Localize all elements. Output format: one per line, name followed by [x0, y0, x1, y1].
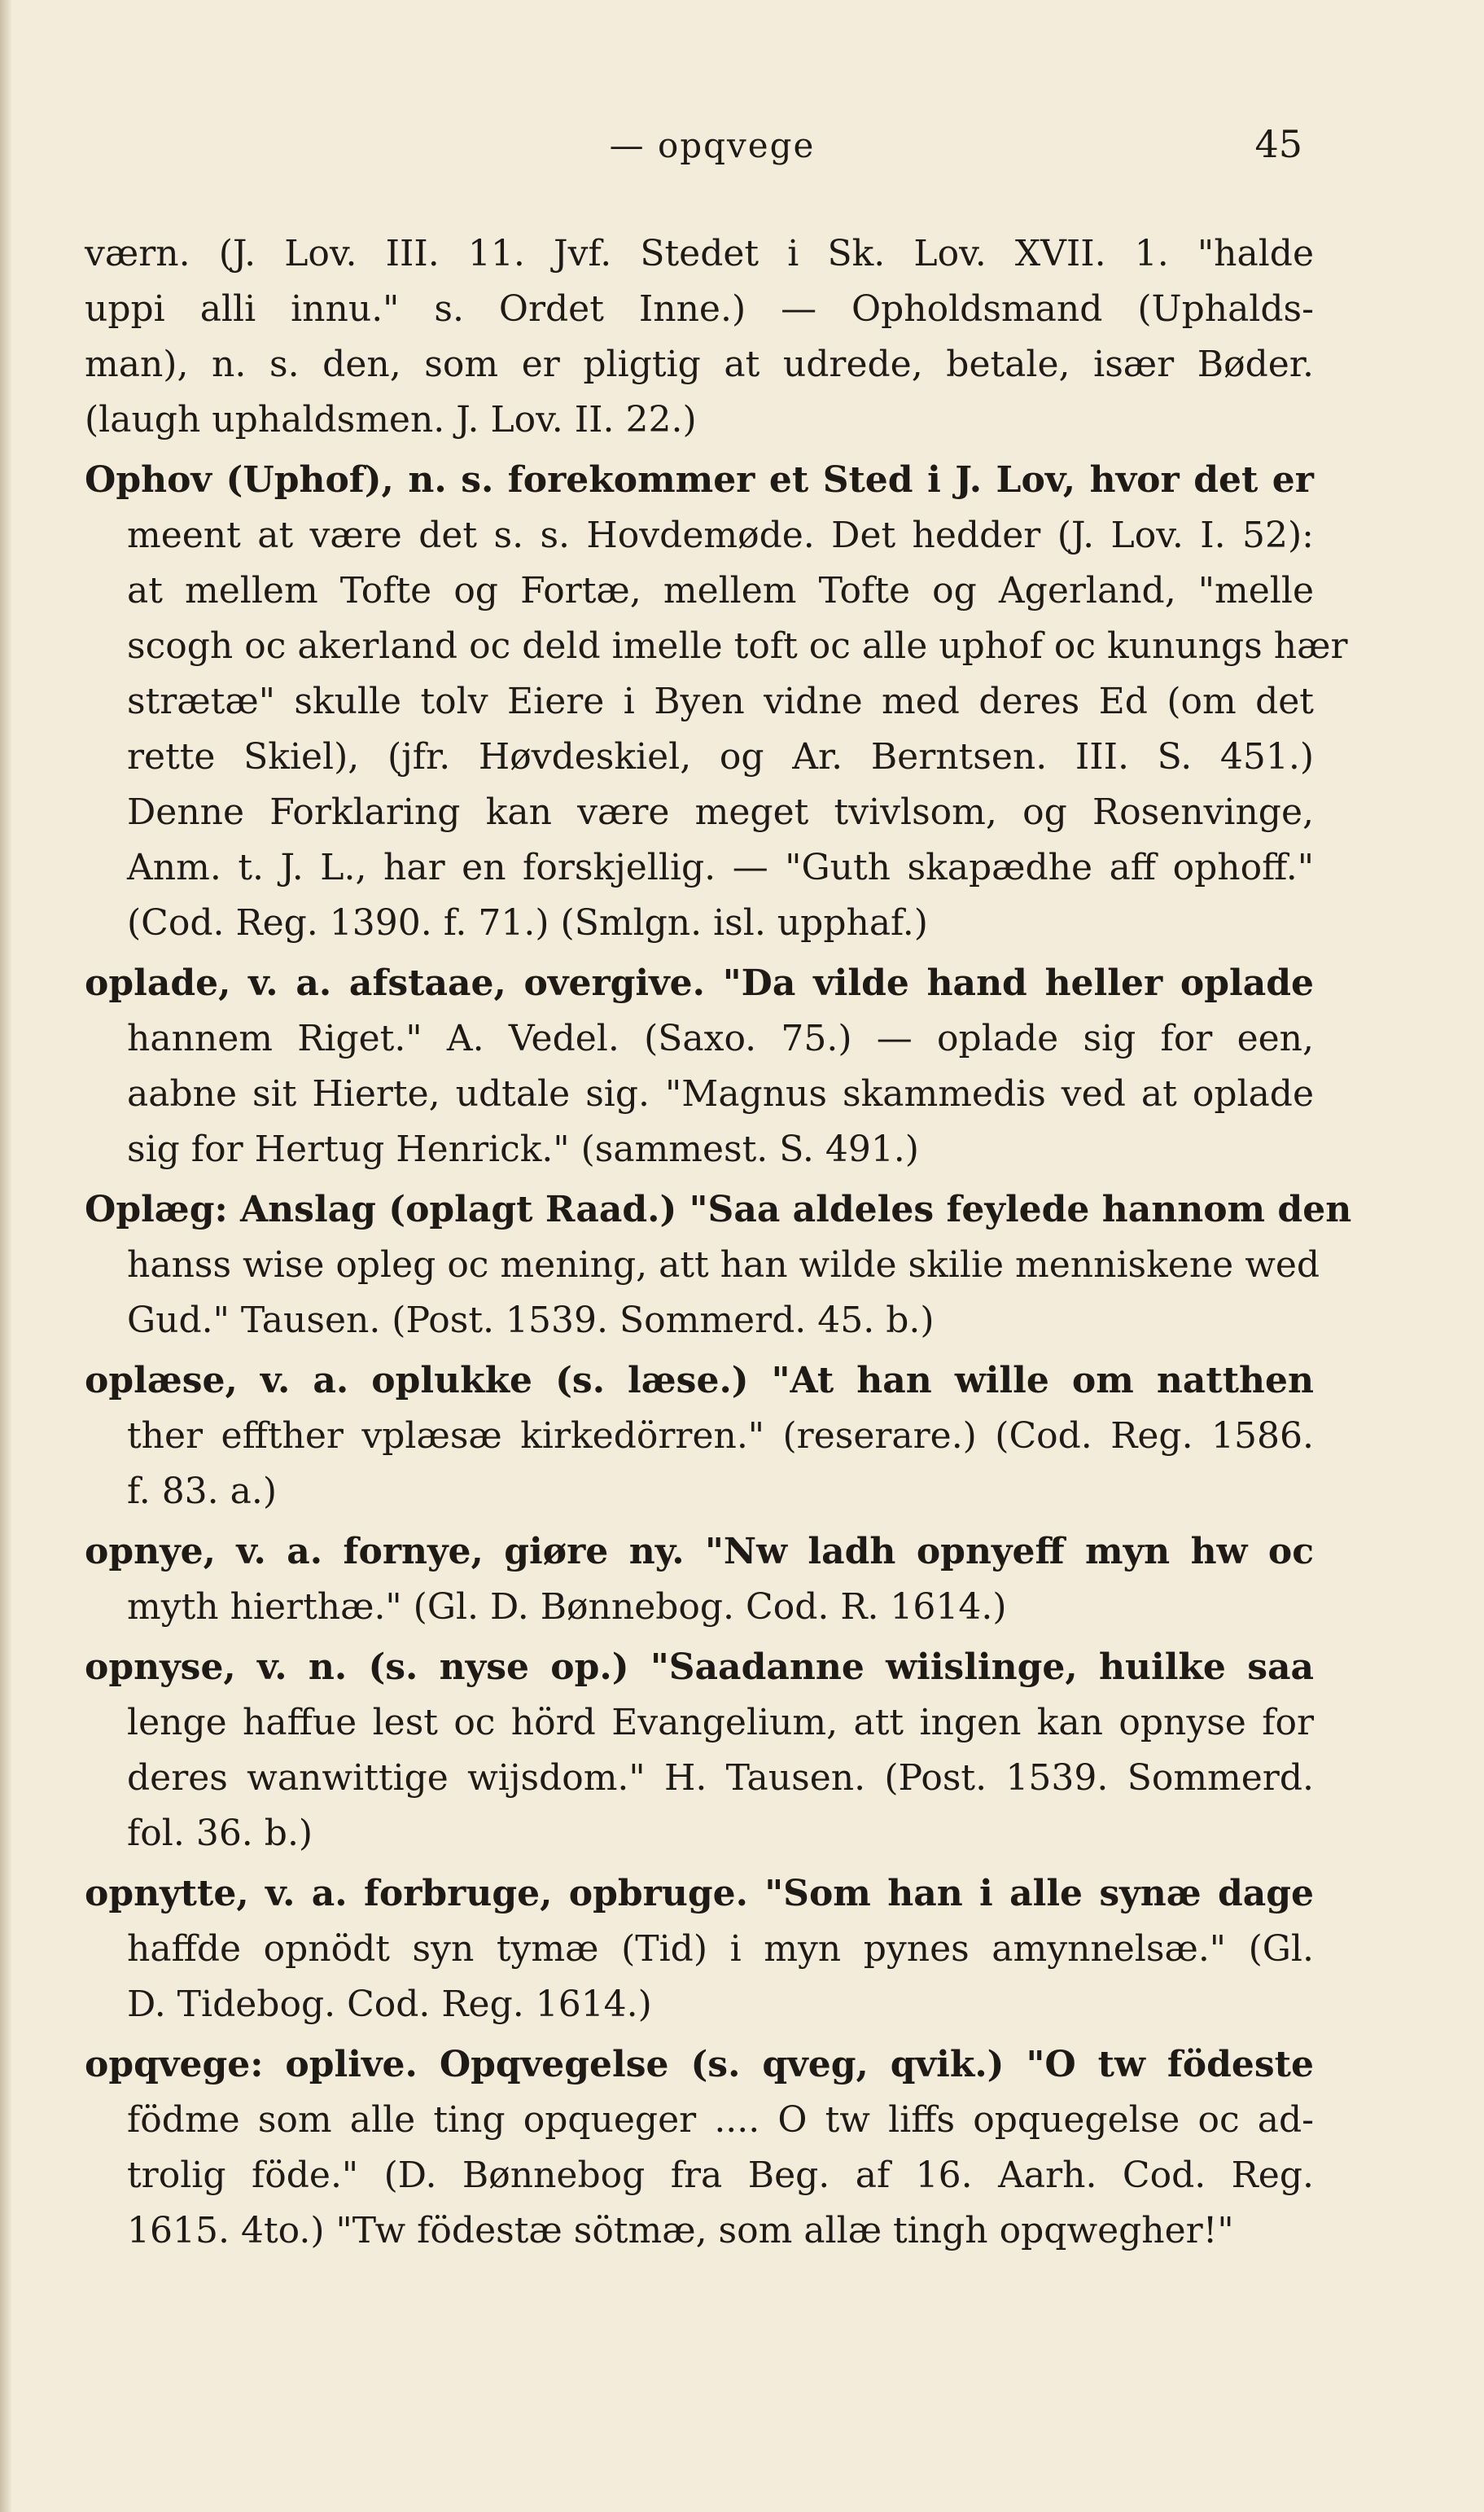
entry-line: værn. (J. Lov. III. 11. Jvf. Stedet i Sk. Lov. XVII. 1. "halde [85, 233, 1314, 274]
entry-line: ther effther vplæsæ kirkedörren." (reserare.) (Cod. Reg. 1586. [127, 1415, 1314, 1457]
entry-opnye [85, 1524, 1314, 1635]
entry-line: (laugh uphaldsmen. J. Lov. II. 22.) [85, 399, 697, 441]
entry-line: deres wanwittige wijsdom." H. Tausen. (Post. 1539. Sommerd. [127, 1757, 1314, 1799]
entry-line: aabne sit Hierte, udtale sig. "Magnus skammedis ved at oplade [127, 1073, 1314, 1115]
entry-line: Gud." Tausen. (Post. 1539. Sommerd. 45. b.) [127, 1300, 935, 1341]
entry-line: man), n. s. den, som er pligtig at udrede, betale, især Bøder. [85, 344, 1314, 385]
entry-ophov [85, 453, 1348, 951]
entry-line: hannem Riget." A. Vedel. (Saxo. 75.) — oplade sig for een, [127, 1018, 1314, 1059]
entry-opqvege [85, 2037, 1314, 2259]
entry-opnytte [85, 1866, 1314, 2032]
entry-line: f. 83. a.) [127, 1471, 278, 1512]
entry-line: sig for Hertug Henrick." (sammest. S. 491.) [127, 1129, 919, 1170]
entry-line: 1615. 4to.) "Tw födestæ sötmæ, som allæ tingh opqwegher!" [127, 2210, 1234, 2251]
entry-oplaese [85, 1353, 1314, 1519]
entry-continuation-vaern [85, 226, 1314, 448]
entry-line: myth hierthæ." (Gl. D. Bønnebog. Cod. R. 1614.) [127, 1586, 1007, 1628]
entry-opnyse [85, 1640, 1314, 1861]
entry-line: trolig föde." (D. Bønnebog fra Beg. af 16. Aarh. Cod. Reg. [127, 2155, 1314, 2196]
entry-line: D. Tidebog. Cod. Reg. 1614.) [127, 1984, 652, 2025]
dictionary-body [85, 226, 1352, 2264]
entry-line: fol. 36. b.) [127, 1813, 313, 1854]
entry-line: hanss wise opleg oc mening, att han wilde skilie menniskene wed [127, 1244, 1320, 1286]
headword-line: opqvege: oplive. Opqvegelse (s. qveg, qvik.) "O tw födeste [85, 2044, 1314, 2085]
entry-line: lenge haffue lest oc hörd Evangelium, att ingen kan opnyse for [127, 1702, 1314, 1743]
page-edge [0, 0, 11, 2512]
headword-line: opnye, v. a. fornye, giøre ny. "Nw ladh opnyeff myn hw oc [85, 1531, 1314, 1572]
page-header [122, 122, 1302, 179]
entry-line: (Cod. Reg. 1390. f. 71.) (Smlgn. isl. upphaf.) [127, 902, 928, 944]
entry-line: strætæ" skulle tolv Eiere i Byen vidne med deres Ed (om det [127, 681, 1314, 722]
headword-line: Ophov (Uphof), n. s. forekommer et Sted i J. Lov, hvor det er [85, 459, 1314, 501]
page-number: 45 [1254, 122, 1302, 166]
entry-line: födme som alle ting opqueger .... O tw liffs opquegelse oc ad- [127, 2099, 1314, 2141]
entry-line: Denne Forklaring kan være meget tvivlsom, og Rosenvinge, [127, 791, 1314, 833]
headword-line: oplæse, v. a. oplukke (s. læse.) "At han wille om natthen [85, 1360, 1314, 1401]
entry-line: at mellem Tofte og Fortæ, mellem Tofte og Agerland, "melle [127, 570, 1314, 612]
entry-line: scogh oc akerland oc deld imelle toft oc alle uphof oc kunungs hær [127, 625, 1348, 667]
headword-line: oplade, v. a. afstaae, overgive. "Da vilde hand heller oplade [85, 962, 1314, 1004]
headword-line: opnytte, v. a. forbruge, opbruge. "Som han i alle synæ dage [85, 1873, 1314, 1914]
entry-line: haffde opnödt syn tymæ (Tid) i myn pynes amynnelsæ." (Gl. [127, 1928, 1314, 1970]
headword-line: Oplæg: Anslag (oplagt Raad.) "Saa aldeles feylede hannom den [85, 1189, 1352, 1230]
entry-line: Anm. t. J. L., har en forskjellig. — "Guth skapædhe aff ophoff." [127, 847, 1314, 888]
entry-oplaeg [85, 1182, 1352, 1348]
headword-line: opnyse, v. n. (s. nyse op.) "Saadanne wiislinge, huilke saa [85, 1646, 1314, 1688]
entry-oplade [85, 956, 1314, 1177]
entry-line: meent at være det s. s. Hovdemøde. Det hedder (J. Lov. I. 52): [127, 515, 1314, 556]
entry-line: uppi alli innu." s. Ordet Inne.) — Opholdsmand (Uphalds- [85, 288, 1314, 330]
entry-line: rette Skiel), (jfr. Høvdeskiel, og Ar. Berntsen. III. S. 451.) [127, 736, 1314, 778]
running-head: — opqvege [609, 125, 816, 165]
